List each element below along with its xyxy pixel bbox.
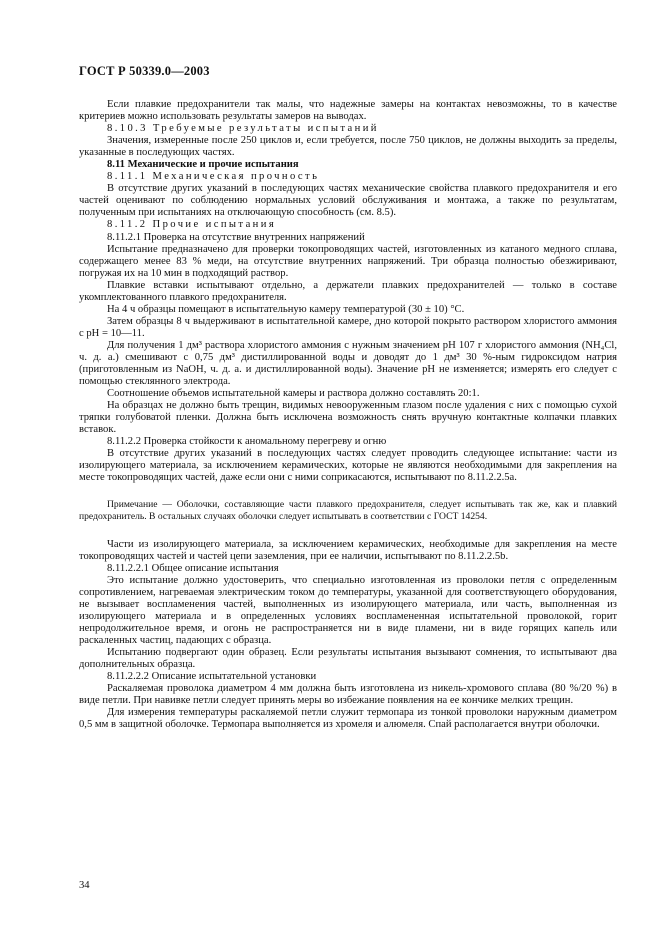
section-heading-8-11-2: 8.11.2 Прочие испытания [107, 219, 277, 231]
paragraph: Для измерения температуры раскаляемой петли служит термопара из тонкой проволоки наружным диаметром 0,5 мм в защитной оболочке. Термопара выполняется из хромеля и алюмеля. Спай располагается внутри оболочки. [79, 707, 617, 731]
section-heading-8-11-2-2: 8.11.2.2 Проверка стойкости к аномальному перегреву и огню [107, 436, 387, 448]
paragraph: Части из изолирующего материала, за исключением керамических, необходимые для закрепления на месте токопроводящих частей и частей цепи заземления, при ее наличии, испытывают по 8.11.2.2.5b. [79, 538, 617, 562]
paragraph: Затем образцы 8 ч выдерживают в испытательной камере, дно которой покрыто раствором хлористого аммония с pH = 10—11. [79, 315, 617, 339]
section-heading-8-11-2-2-2: 8.11.2.2.2 Описание испытательной установки [107, 671, 317, 683]
paragraph: Если плавкие предохранители так малы, что надежные замеры на контактах невозможны, то в качестве критериев можно использовать результаты замеров на выводах. [79, 99, 617, 123]
section-heading-8-11: 8.11 Механические и прочие испытания [107, 159, 299, 171]
paragraph: Раскаляемая проволока диаметром 4 мм должна быть изготовлена из никель-хромового сплава (80 %/20 %) в виде петли. При навивке петли следует принять меры во избежание появления на ее кончике мелких трещин. [79, 683, 617, 707]
page-body [79, 94, 617, 731]
page-header: ГОСТ Р 50339.0—2003 [79, 64, 210, 78]
section-heading-8-11-2-1: 8.11.2.1 Проверка на отсутствие внутренних напряжений [107, 231, 365, 243]
paragraph: На образцах не должно быть трещин, видимых невооруженным глазом после удаления с них с помощью сухой тряпки голубоватой пленки. Должна быть исключена возможность снять вручную контактные колпачки плавких вставок. [79, 400, 617, 436]
paragraph: В отсутствие других указаний в последующих частях механические свойства плавкого предохранителя и его частей оценивают по соблюдению нормальных условий обслуживания и монтажа, а также по результатам, полученным при испытаниях на отключающую способность (см. 8.5). [79, 183, 617, 219]
section-heading-8-11-2-2-1: 8.11.2.2.1 Общее описание испытания [107, 562, 279, 574]
paragraph: Это испытание должно удостоверить, что специально изготовленная из проволоки петля с определенным сопротивлением, нагреваемая электрическим током до температуры, указанной для соответствующего оборудования, не вызывает воспламенения частей, выполненных из изолирующего материала, или часть, выполненная из изолирующего материала и в определенных условиях воспламененная испытательной проволокой, горит непродолжительное время, и огонь не распространяется ни в виде пламени, ни в виде горящих капель или раскаленных частиц, падающих с образца. [79, 574, 617, 646]
section-heading-8-11-1: 8.11.1 Механическая прочность [107, 171, 320, 183]
paragraph: На 4 ч образцы помещают в испытательную камеру температурой (30 ± 10) °С. [107, 303, 465, 315]
section-heading-8-10-3: 8.10.3 Требуемые результаты испытаний [107, 123, 379, 135]
page-number: 34 [79, 880, 90, 891]
paragraph: Для получения 1 дм³ раствора хлористого аммония с нужным значением pH 107 г хлористого аммония (NH₄Cl, ч. д. а.) смешивают с 0,75 дм³ дистиллированной воды и доводят до 1 дм³ 30 %-ным гидроксидом натрия (приготовленным из NaOH, ч. д. а. и дистиллированной воды). Значение pH не изменяется; измерять его следует с помощью стеклянного электрода. [79, 339, 617, 388]
paragraph: Соотношение объемов испытательной камеры и раствора должно составлять 20:1. [107, 388, 480, 400]
paragraph: Плавкие вставки испытывают отдельно, а держатели плавких предохранителей — только в составе укомплектованного плавкого предохранителя. [79, 279, 617, 303]
note-paragraph: Примечание — Оболочки, составляющие части плавкого предохранителя, следует испытывать так же, как и плавкий предохранитель. В остальных случаях оболочки следует испытывать в соответствии с ГОСТ 14254. [79, 498, 617, 522]
paragraph: Испытанию подвергают один образец. Если результаты испытания вызывают сомнения, то испытывают два дополнительных образца. [79, 646, 617, 670]
paragraph: Испытание предназначено для проверки токопроводящих частей, изготовленных из катаного медного сплава, содержащего менее 83 % меди, на отсутствие внутренних напряжений. Три образца полностью обезжиривают, погружая их на 10 мин в подходящий раствор. [79, 243, 617, 279]
paragraph: В отсутствие других указаний в последующих частях следует проводить следующее испытание: части из изолирующего материала, за исключением керамических, которые не являются необходимыми для закрепления на месте токопроводящих частей, даже если они с ними соприкасаются, испытывают по 8.11.2.2.5а. [79, 448, 617, 484]
paragraph: Значения, измеренные после 250 циклов и, если требуется, после 750 циклов, не должны выходить за пределы, указанные в последующих частях. [79, 135, 617, 159]
